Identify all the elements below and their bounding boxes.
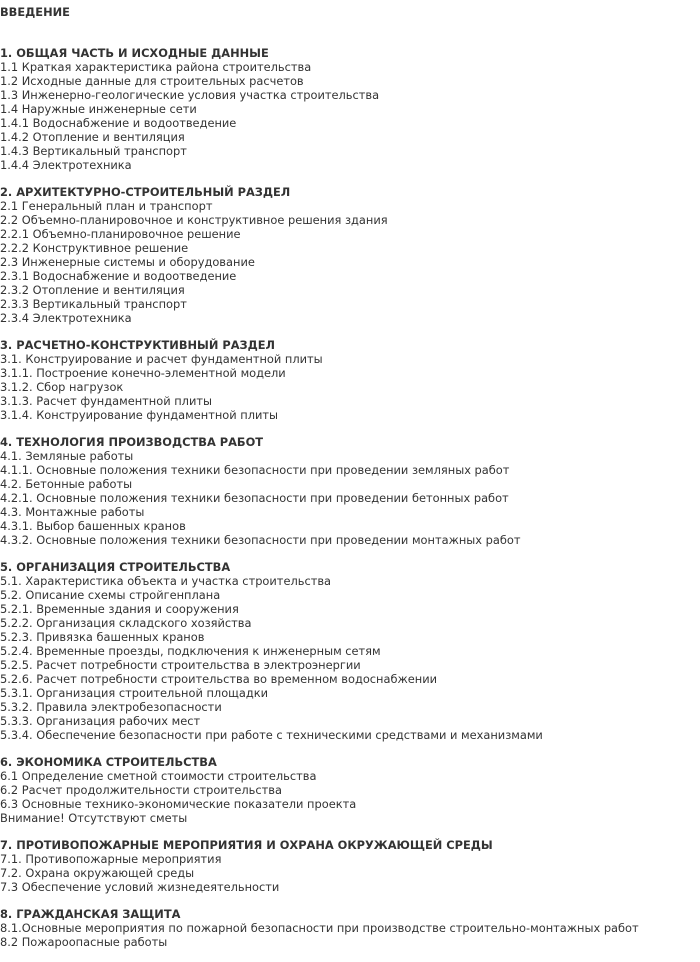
toc-section [0,907,700,949]
toc-section [0,838,700,894]
toc-item: 6.2 Расчет продолжительности строительства [0,783,282,797]
toc-item: 1.4.1 Водоснабжение и водоотведение [0,116,237,130]
intro-heading: ВВЕДЕНИЕ [0,5,70,19]
toc-section [0,185,700,325]
toc-item: 6.3 Основные технико-экономические показатели проекта [0,797,357,811]
section-title: 1. ОБЩАЯ ЧАСТЬ И ИСХОДНЫЕ ДАННЫЕ [0,46,269,60]
toc-item: 5.2.5. Расчет потребности строительства в электроэнергии [0,658,361,672]
toc-item: 4.1.1. Основные положения техники безопасности при проведении земляных работ [0,463,510,477]
toc-item: 7.3 Обеспечение условий жизнедеятельности [0,880,280,894]
toc-item: 4.1. Земляные работы [0,449,134,463]
toc-item: 5.2.1. Временные здания и сооружения [0,602,239,616]
toc-item: 5.2. Описание схемы стройгенплана [0,588,221,602]
toc-item: 4.2.1. Основные положения техники безопасности при проведении бетонных работ [0,491,509,505]
toc-item: 5.2.2. Организация складского хозяйства [0,616,252,630]
toc-item: 5.3.1. Организация строительной площадки [0,686,269,700]
toc-item: 5.3.2. Правила электробезопасности [0,700,222,714]
sections-container [0,46,700,949]
toc-item: 2.2 Объемно-планировочное и конструктивное решения здания [0,213,388,227]
toc-item: 5.2.3. Привязка башенных кранов [0,630,205,644]
toc-item: 7.1. Противопожарные мероприятия [0,852,222,866]
toc-item: 2.1 Генеральный план и транспорт [0,199,213,213]
toc-item: 6.1 Определение сметной стоимости строительства [0,769,317,783]
toc-item: Внимание! Отсутствуют сметы [0,811,188,825]
table-of-contents [0,5,700,962]
section-title: 5. ОРГАНИЗАЦИЯ СТРОИТЕЛЬСТВА [0,560,231,574]
toc-item: 1.2 Исходные данные для строительных расчетов [0,74,304,88]
section-title: 4. ТЕХНОЛОГИЯ ПРОИЗВОДСТВА РАБОТ [0,435,264,449]
toc-item: 2.2.2 Конструктивное решение [0,241,189,255]
toc-section [0,435,700,547]
toc-item: 5.1. Характеристика объекта и участка строительства [0,574,332,588]
toc-item: 4.3.1. Выбор башенных кранов [0,519,186,533]
toc-item: 1.4.4 Электротехника [0,158,132,172]
toc-item: 1.3 Инженерно-геологические условия участка строительства [0,88,380,102]
section-title: 7. ПРОТИВОПОЖАРНЫЕ МЕРОПРИЯТИЯ И ОХРАНА ОКРУЖАЮЩЕЙ СРЕДЫ [0,838,493,852]
toc-section [0,755,700,825]
toc-item: 8.1.Основные мероприятия по пожарной безопасности при производстве строительно-монтажных работ [0,921,639,935]
toc-item: 3.1.3. Расчет фундаментной плиты [0,394,212,408]
toc-item: 7.2. Охрана окружающей среды [0,866,195,880]
toc-item: 2.3.2 Отопление и вентиляция [0,283,185,297]
section-title: 2. АРХИТЕКТУРНО-СТРОИТЕЛЬНЫЙ РАЗДЕЛ [0,185,291,199]
toc-item: 8.2 Пожароопасные работы [0,935,168,949]
toc-item: 1.4.2 Отопление и вентиляция [0,130,185,144]
toc-section [0,46,700,172]
toc-item: 3.1.1. Построение конечно-элементной модели [0,366,286,380]
toc-item: 1.4 Наружные инженерные сети [0,102,197,116]
toc-item: 2.3.1 Водоснабжение и водоотведение [0,269,237,283]
toc-item: 3.1. Конструирование и расчет фундаментной плиты [0,352,323,366]
toc-item: 1.1 Краткая характеристика района строительства [0,60,312,74]
toc-item: 2.3 Инженерные системы и оборудование [0,255,255,269]
toc-item: 1.4.3 Вертикальный транспорт [0,144,187,158]
toc-item: 5.3.3. Организация рабочих мест [0,714,201,728]
toc-item: 3.1.2. Сбор нагрузок [0,380,124,394]
toc-section [0,338,700,422]
toc-item: 2.2.1 Объемно-планировочное решение [0,227,241,241]
toc-item: 5.2.4. Временные проезды, подключения к инженерным сетям [0,644,381,658]
section-title: 8. ГРАЖДАНСКАЯ ЗАЩИТА [0,907,181,921]
toc-item: 5.2.6. Расчет потребности строительства во временном водоснабжении [0,672,438,686]
toc-item: 2.3.3 Вертикальный транспорт [0,297,187,311]
toc-item: 2.3.4 Электротехника [0,311,132,325]
toc-item: 4.3.2. Основные положения техники безопасности при проведении монтажных работ [0,533,521,547]
toc-item: 3.1.4. Конструирование фундаментной плиты [0,408,279,422]
toc-item: 4.3. Монтажные работы [0,505,145,519]
toc-item: 4.2. Бетонные работы [0,477,133,491]
toc-section [0,560,700,742]
section-title: 3. РАСЧЕТНО-КОНСТРУКТИВНЫЙ РАЗДЕЛ [0,338,275,352]
toc-item: 5.3.4. Обеспечение безопасности при работе с техническими средствами и механизмами [0,728,543,742]
section-title: 6. ЭКОНОМИКА СТРОИТЕЛЬСТВА [0,755,217,769]
